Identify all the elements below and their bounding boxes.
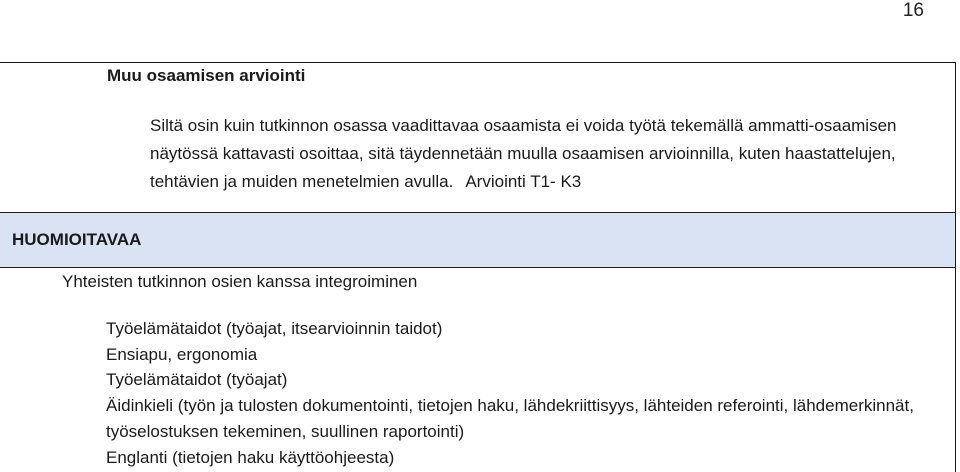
- list-item: Ensiapu, ergonomia: [106, 344, 258, 364]
- notes-label: HUOMIOITAVAA: [12, 230, 142, 249]
- assessment-text: Siltä osin kuin tutkinnon osassa vaadittavaa osaamista ei voida työtä tekemällä ammatti-osaamisen näytössä kattavasti osoittaa, sitä täydennetään muulla osaamisen arvioinnilla, kuten haastattelujen, tehtävien ja muiden menetelmien avulla.: [150, 116, 897, 191]
- list-item: Työelämätaidot (työajat): [106, 370, 288, 390]
- list-item: Työelämätaidot (työajat, itsearvioinnin taidot): [106, 319, 443, 338]
- notes-header-band: [0, 212, 956, 268]
- skills-list: [106, 316, 946, 470]
- assessment-body: [150, 112, 930, 196]
- integration-heading: Yhteisten tutkinnon osien kanssa integroiminen: [62, 272, 418, 291]
- assessment-title: Muu osaamisen arviointi: [107, 66, 306, 85]
- assessment-note: Arviointi T1- K3: [465, 172, 582, 191]
- list-item: Äidinkieli (työn ja tulosten dokumentointi, tietojen haku, lähdekriittisyys, lähteiden referointi, lähdemerkinnät, työselostuksen tekeminen, suullinen raportointi): [106, 396, 914, 441]
- page-number: 16: [902, 0, 924, 21]
- list-item: Englanti (tietojen haku käyttöohjeesta): [106, 447, 395, 467]
